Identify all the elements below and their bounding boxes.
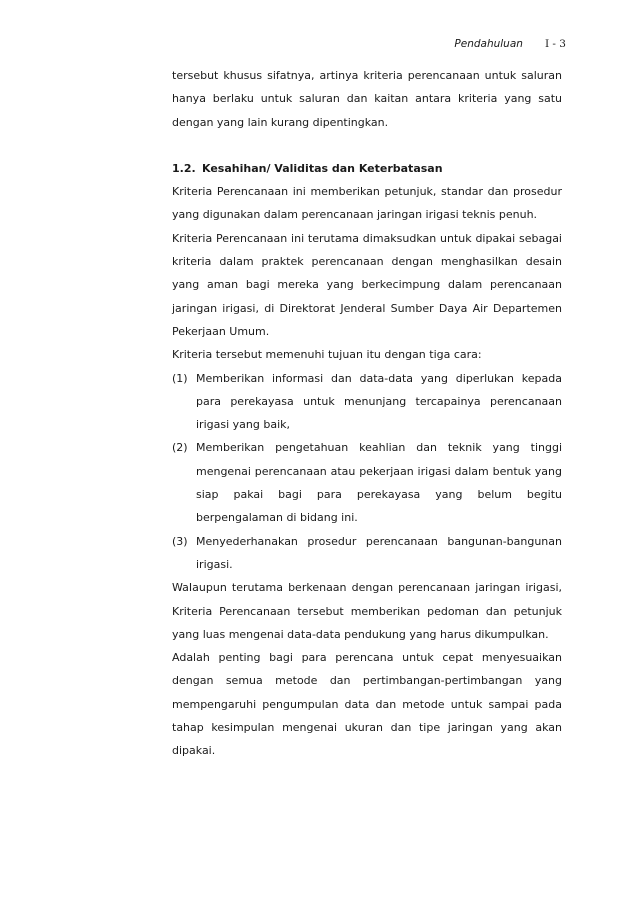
list-marker: (2) bbox=[172, 441, 188, 455]
list-item-text: Menyederhanakan prosedur perencanaan bangunan-bangunan irigasi. bbox=[196, 534, 562, 571]
section-heading bbox=[172, 157, 562, 180]
paragraph: Adalah penting bagi para perencana untuk cepat menyesuaikan dengan semua metode dan pertimbangan-pertimbangan yang mempengaruhi pengumpulan data dan metode untuk sampai pada tahap kesimpulan mengenai ukuran dan tipe jaringan yang akan dipakai. bbox=[172, 651, 562, 758]
list-marker: (1) bbox=[172, 371, 188, 385]
list-item-text: Memberikan informasi dan data-data yang diperlukan kepada para perekayasa untuk menunjang tercapainya perencanaan irigasi yang baik, bbox=[196, 371, 562, 432]
page-header bbox=[454, 38, 566, 50]
list-item-text: Memberikan pengetahuan keahlian dan teknik yang tinggi mengenai perencanaan atau pekerjaan irigasi dalam bentuk yang siap pakai bagi para perekayasa yang belum begitu berpengalaman di bidang ini. bbox=[196, 441, 562, 525]
list-marker: (3) bbox=[172, 534, 188, 548]
list-item bbox=[172, 530, 562, 577]
page-content bbox=[172, 64, 562, 763]
section-title: Kesahihan/ Validitas dan Keterbatasan bbox=[202, 161, 443, 175]
section-number: 1.2. bbox=[172, 161, 196, 175]
numbered-list bbox=[172, 367, 562, 577]
list-item bbox=[172, 367, 562, 437]
paragraph: Kriteria Perencanaan ini memberikan petunjuk, standar dan prosedur yang digunakan dalam perencanaan jaringan irigasi teknis penuh. bbox=[172, 185, 562, 222]
paragraph: WaIaupun terutama berkenaan dengan perencanaan jaringan irigasi, Kriteria Perencanaan tersebut memberikan pedoman dan petunjuk yang luas mengenai data-data pendukung yang harus dikumpulkan. bbox=[172, 581, 562, 641]
header-section-title: Pendahuluan bbox=[454, 38, 523, 50]
paragraph: Kriteria tersebut memenuhi tujuan itu dengan tiga cara: bbox=[172, 348, 482, 362]
header-page-number: I - 3 bbox=[544, 38, 566, 50]
paragraph: Kriteria Perencanaan ini terutama dimaksudkan untuk dipakai sebagai kriteria dalam praktek perencanaan dengan menghasilkan desain yang aman bagi mereka yang berkecimpung dalam perencanaan jaringan irigasi, di Direktorat Jenderal Sumber Daya Air Departemen Pekerjaan Umum. bbox=[172, 231, 562, 338]
intro-paragraph: tersebut khusus sifatnya, artinya kriteria perencanaan untuk saluran hanya berlaku untuk saluran dan kaitan antara kriteria yang satu dengan yang lain kurang dipentingkan. bbox=[172, 69, 562, 129]
list-item bbox=[172, 436, 562, 529]
